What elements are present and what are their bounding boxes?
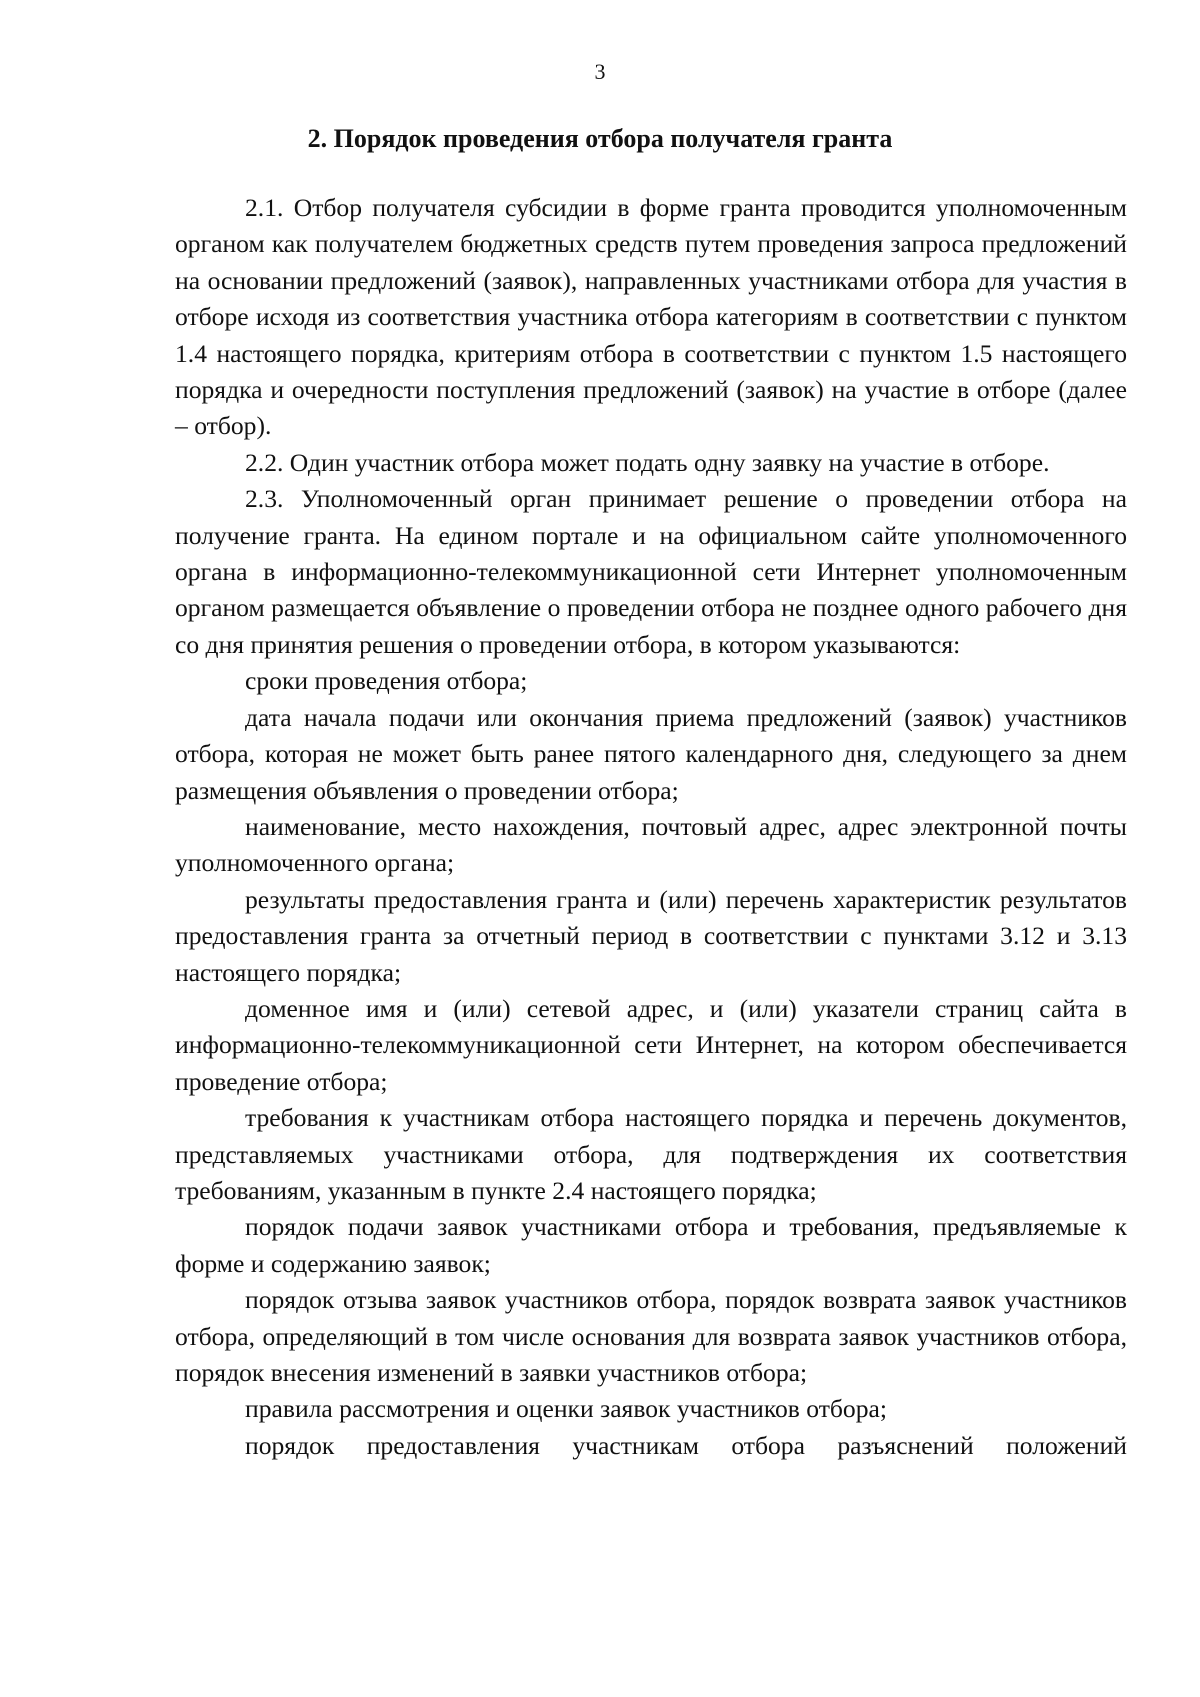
list-item-name-address: наименование, место нахождения, почтовый адрес, адрес электронной почты уполномоченного органа; [175, 811, 1127, 878]
list-item-review-rules: правила рассмотрения и оценки заявок участников отбора; [245, 1394, 887, 1424]
list-item-terms: сроки проведения отбора; [245, 666, 528, 696]
list-item-submission: порядок подачи заявок участниками отбора и требования, предъявляемые к форме и содержанию заявок; [175, 1212, 1127, 1278]
page-number: 3 [594, 59, 606, 84]
list-item-clarifications: порядок предоставления участникам отбора разъяснений положений [245, 1430, 1127, 1460]
paragraph-2-1: 2.1. Отбор получателя субсидии в форме гранта проводится уполномоченным органом как получателем бюджетных средств путем проведения запроса предложений на основании предложений (заявок), направленных участниками отбора для участия в отборе исходя из соответствия участника отбора категориям в соответствии с пунктом 1.4 настоящего порядка, критериям отбора в соответствии с пунктом 1.5 настоящего порядка и очередности поступления предложений (заявок) на участие в отборе (далее – отбор). [175, 193, 1127, 441]
list-item-domain: доменное имя и (или) сетевой адрес, и (или) указатели страниц сайта в информационно-телекоммуникационной сети Интернет, на котором обеспечивается проведение отбора; [175, 993, 1127, 1096]
list-item-results: результаты предоставления гранта и (или) перечень характеристик результатов предоставления гранта за отчетный период в соответствии с пунктами 3.12 и 3.13 настоящего порядка; [175, 884, 1127, 987]
paragraph-2-3: 2.3. Уполномоченный орган принимает решение о проведении отбора на получение гранта. На едином портале и на официальном сайте уполномоченного органа в информационно-телекоммуникационной сети Интернет уполномоченным органом размещается объявление о проведении отбора не позднее одного рабочего дня со дня принятия решения о проведении отбора, в котором указываются: [175, 484, 1127, 659]
list-item-requirements: требования к участникам отбора настоящего порядка и перечень документов, представляемых участниками отбора, для подтверждения их соответствия требованиям, указанным в пункте 2.4 настоящего порядка; [175, 1103, 1127, 1205]
paragraph-2-2: 2.2. Один участник отбора может подать одну заявку на участие в отборе. [245, 447, 1050, 477]
list-item-dates: дата начала подачи или окончания приема предложений (заявок) участников отбора, которая не может быть ранее пятого календарного дня, следующего за днем размещения объявления о проведении отбора; [175, 702, 1127, 805]
section-title: 2. Порядок проведения отбора получателя гранта [307, 124, 893, 153]
list-item-withdrawal: порядок отзыва заявок участников отбора, порядок возврата заявок участников отбора, определяющий в том числе основания для возврата заявок участников отбора, порядок внесения изменений в заявки участников отбора; [175, 1285, 1127, 1387]
body-text [175, 190, 1127, 1464]
